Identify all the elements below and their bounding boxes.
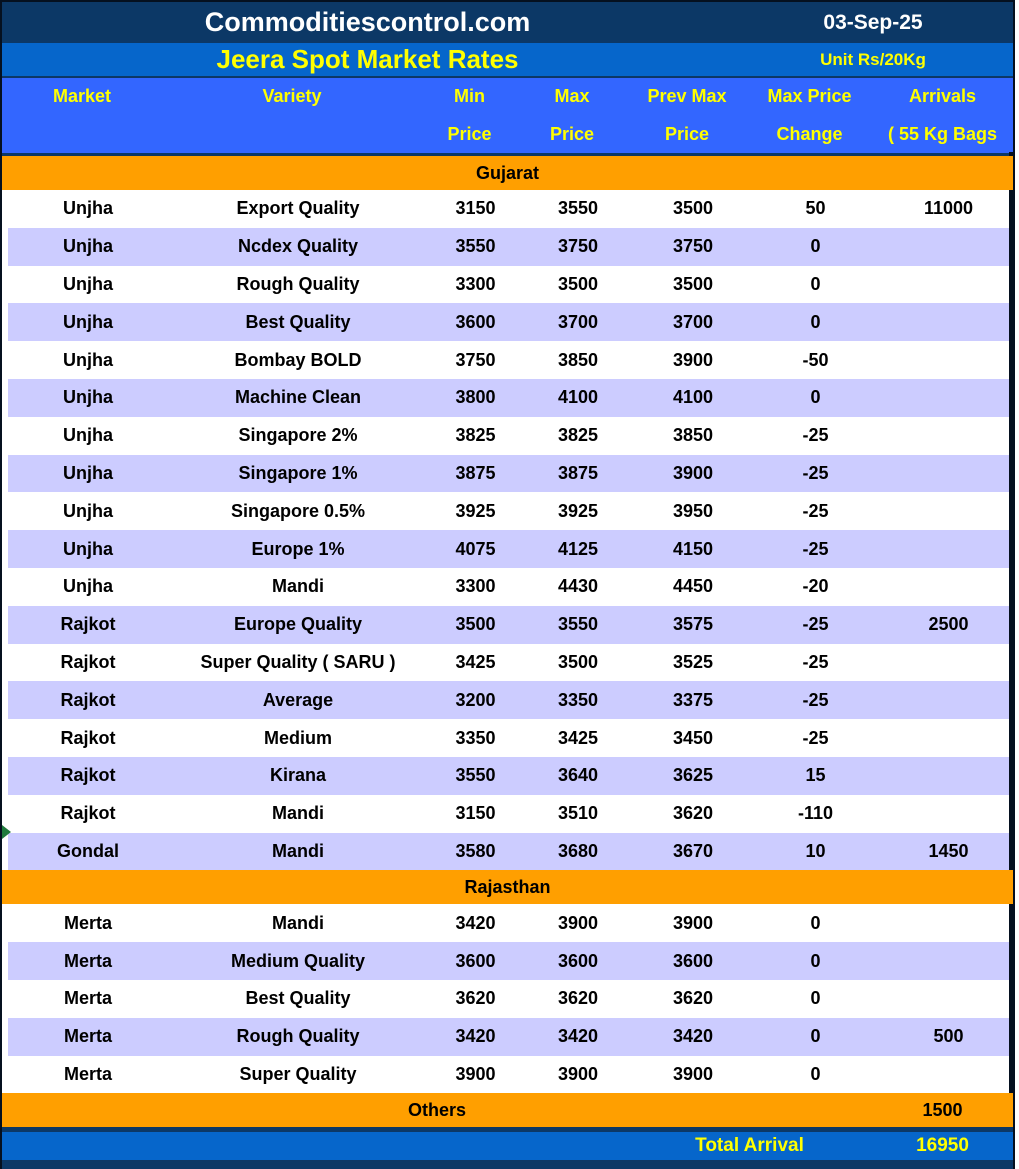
- cell-change: 0: [810, 1063, 821, 1084]
- cell-prev-max: 3575: [672, 614, 714, 635]
- table-row: [8, 266, 1013, 304]
- cell-min: 3875: [455, 462, 496, 483]
- cell-min: 3550: [455, 236, 496, 257]
- cell-max: 3420: [557, 1026, 599, 1047]
- cell-market: Unjha: [62, 500, 113, 521]
- section-header-gujarat: Gujarat: [2, 156, 1013, 190]
- table-row: [8, 379, 1013, 417]
- cell-variety: Europe 1%: [251, 538, 345, 559]
- table-row: [8, 228, 1013, 266]
- cell-market: Unjha: [62, 236, 113, 257]
- cell-variety: Machine Clean: [234, 387, 362, 408]
- column-header-max-price: [747, 78, 872, 153]
- table-row: [8, 190, 1013, 228]
- cell-change: 0: [810, 311, 821, 332]
- cell-market: Rajkot: [60, 651, 116, 672]
- cell-prev-max: 3950: [672, 500, 714, 521]
- total-arrival-label: Total Arrival: [695, 1135, 804, 1157]
- cell-min: 3825: [455, 425, 496, 446]
- cell-change: -25: [802, 538, 829, 559]
- column-header-prev-max: [627, 78, 747, 153]
- cell-prev-max: 3700: [672, 311, 714, 332]
- section-header-rajasthan: Rajasthan: [2, 870, 1013, 904]
- cell-change: -25: [802, 462, 829, 483]
- table-row: [8, 417, 1013, 455]
- cell-change: -25: [802, 500, 829, 521]
- table-row: [8, 681, 1013, 719]
- cell-max: 3875: [557, 462, 599, 483]
- cell-max: 3925: [557, 500, 599, 521]
- table-row: [8, 644, 1013, 682]
- cell-change: -25: [802, 425, 829, 446]
- table-row: [8, 942, 1013, 980]
- cell-prev-max: 3620: [672, 988, 714, 1009]
- cell-max: 3425: [557, 727, 599, 748]
- cell-min: 3350: [455, 727, 496, 748]
- cell-max: 4100: [557, 387, 599, 408]
- cell-min: 3150: [455, 198, 496, 219]
- cell-min: 3550: [455, 765, 496, 786]
- cell-max: 3350: [557, 689, 599, 710]
- cell-min: 3600: [455, 950, 496, 971]
- cell-market: Unjha: [62, 311, 113, 332]
- column-header-line: Market: [52, 86, 112, 106]
- cell-prev-max: 4450: [672, 576, 714, 597]
- cell-variety: Kirana: [269, 765, 327, 786]
- cell-market: Unjha: [62, 387, 113, 408]
- cell-variety: Ncdex Quality: [237, 236, 359, 257]
- cell-max: 3680: [557, 840, 599, 861]
- table-row: [8, 980, 1013, 1018]
- cell-variety: Singapore 0.5%: [230, 500, 366, 521]
- column-header-market: [2, 78, 162, 153]
- cell-prev-max: 3500: [672, 198, 714, 219]
- cell-market: Unjha: [62, 425, 113, 446]
- cell-market: Unjha: [62, 538, 113, 559]
- top-header-bar: [2, 2, 1013, 43]
- table-row: [8, 1018, 1013, 1056]
- cell-prev-max: 3670: [672, 840, 714, 861]
- cell-min: 4075: [455, 538, 496, 559]
- cell-change: -25: [802, 727, 829, 748]
- column-header-line: Price: [664, 123, 710, 144]
- cell-change: 0: [810, 273, 821, 294]
- cell-change: 50: [805, 198, 826, 219]
- cell-min: 3150: [455, 803, 496, 824]
- cell-max: 3550: [557, 614, 599, 635]
- cell-market: Merta: [63, 988, 112, 1009]
- cell-variety: Super Quality: [239, 1063, 357, 1084]
- cell-variety: Average: [262, 689, 334, 710]
- cell-prev-max: 4100: [672, 387, 714, 408]
- cell-change: 15: [805, 765, 826, 786]
- cell-min: 3750: [455, 349, 496, 370]
- cell-variety: Best Quality: [245, 988, 351, 1009]
- cell-min: 3800: [455, 387, 496, 408]
- green-corner-marker-icon: [2, 825, 11, 839]
- cell-prev-max: 3900: [672, 912, 714, 933]
- table-row: [8, 719, 1013, 757]
- report-title: Jeera Spot Market Rates: [216, 44, 519, 74]
- cell-max: 3850: [557, 349, 599, 370]
- cell-change: -50: [802, 349, 829, 370]
- cell-min: 3200: [455, 689, 496, 710]
- bottom-navy-strip: [2, 1160, 1013, 1169]
- column-header-line: Max Price: [767, 86, 852, 106]
- table-row: [8, 568, 1013, 606]
- cell-max: 3600: [557, 950, 599, 971]
- cell-max: 3700: [557, 311, 599, 332]
- cell-min: 3900: [455, 1063, 496, 1084]
- cell-prev-max: 3900: [672, 349, 714, 370]
- cell-max: 3825: [557, 425, 599, 446]
- cell-variety: Singapore 2%: [238, 425, 358, 446]
- table-row: [8, 904, 1013, 942]
- cell-arrivals: 2500: [928, 614, 969, 635]
- cell-variety: Best Quality: [245, 311, 351, 332]
- cell-market: Gondal: [57, 840, 119, 861]
- others-arrivals-value: 1500: [922, 1099, 963, 1120]
- table-row: [8, 530, 1013, 568]
- cell-variety: Europe Quality: [233, 614, 363, 635]
- cell-variety: Export Quality: [236, 198, 360, 219]
- cell-prev-max: 3375: [672, 689, 714, 710]
- cell-variety: Rough Quality: [236, 273, 360, 294]
- cell-max: 3640: [557, 765, 599, 786]
- cell-change: 0: [810, 387, 821, 408]
- site-title: Commoditiescontrol.com: [204, 7, 531, 37]
- cell-min: 3580: [455, 840, 496, 861]
- cell-prev-max: 3625: [672, 765, 714, 786]
- cell-max: 3900: [557, 912, 599, 933]
- cell-min: 3425: [455, 651, 496, 672]
- cell-change: 0: [810, 1026, 821, 1047]
- cell-min: 3925: [455, 500, 496, 521]
- table-row: [8, 341, 1013, 379]
- cell-change: 0: [810, 950, 821, 971]
- cell-change: -25: [802, 651, 829, 672]
- cell-change: -110: [797, 803, 834, 824]
- cell-min: 3620: [455, 988, 496, 1009]
- cell-variety: Medium Quality: [230, 950, 365, 971]
- table-row: [8, 455, 1013, 493]
- column-header-line: Price: [447, 123, 492, 144]
- column-header-line: Change: [776, 123, 843, 144]
- cell-prev-max: 3750: [672, 236, 714, 257]
- column-header-line: Price: [549, 123, 595, 144]
- column-header-line: Variety: [262, 86, 322, 106]
- cell-market: Rajkot: [60, 727, 116, 748]
- cell-min: 3420: [455, 912, 496, 933]
- table-row: [8, 757, 1013, 795]
- cell-max: 3500: [557, 651, 599, 672]
- cell-max: 3900: [557, 1063, 599, 1084]
- table-row: [8, 303, 1013, 341]
- unit-label: Unit Rs/20Kg: [820, 49, 926, 69]
- cell-market: Unjha: [62, 273, 113, 294]
- cell-max: 3750: [557, 236, 599, 257]
- cell-min: 3600: [455, 311, 496, 332]
- cell-variety: Mandi: [272, 912, 324, 933]
- cell-variety: Mandi: [272, 576, 324, 597]
- table-row: [8, 833, 1013, 871]
- cell-max: 3500: [557, 273, 599, 294]
- cell-min: 3300: [455, 273, 496, 294]
- cell-prev-max: 3850: [672, 425, 714, 446]
- cell-prev-max: 3420: [672, 1026, 714, 1047]
- cell-max: 3550: [557, 198, 599, 219]
- cell-variety: Singapore 1%: [238, 462, 358, 483]
- column-header-min: [422, 78, 517, 153]
- cell-change: 0: [810, 988, 821, 1009]
- report-date: 03-Sep-25: [823, 10, 923, 34]
- cell-market: Merta: [63, 1063, 112, 1084]
- cell-max: 3510: [557, 803, 599, 824]
- total-arrival-value: 16950: [916, 1135, 969, 1157]
- cell-prev-max: 3500: [672, 273, 714, 294]
- cell-prev-max: 3900: [672, 1063, 714, 1084]
- column-header-variety: [162, 78, 422, 153]
- cell-max: 3620: [557, 988, 599, 1009]
- cell-prev-max: 3900: [672, 462, 714, 483]
- cell-market: Rajkot: [60, 803, 116, 824]
- column-header-line: Prev Max: [647, 86, 727, 106]
- cell-change: -25: [802, 689, 829, 710]
- table-row: [8, 795, 1013, 833]
- cell-market: Unjha: [62, 462, 113, 483]
- cell-prev-max: 3525: [672, 651, 714, 672]
- table-row: [8, 492, 1013, 530]
- column-header-arrivals: [872, 78, 1013, 153]
- cell-variety: Super Quality ( SARU ): [200, 651, 396, 672]
- column-header-line: Min: [454, 86, 485, 106]
- column-header-max: [517, 78, 627, 153]
- cell-variety: Rough Quality: [236, 1026, 360, 1047]
- cell-arrivals: 500: [933, 1026, 964, 1047]
- cell-market: Unjha: [62, 349, 113, 370]
- cell-prev-max: 3620: [672, 803, 714, 824]
- cell-prev-max: 3450: [672, 727, 714, 748]
- total-arrival-bar: [2, 1132, 1013, 1160]
- cell-variety: Mandi: [272, 803, 324, 824]
- cell-market: Unjha: [62, 576, 113, 597]
- cell-change: 0: [810, 236, 821, 257]
- cell-arrivals: 1450: [928, 840, 969, 861]
- cell-max: 4430: [557, 576, 599, 597]
- table-row: [8, 1056, 1013, 1094]
- cell-change: -20: [802, 576, 829, 597]
- cell-min: 3500: [455, 614, 496, 635]
- cell-max: 4125: [557, 538, 599, 559]
- cell-min: 3300: [455, 576, 496, 597]
- cell-arrivals: 11000: [923, 198, 974, 219]
- cell-market: Rajkot: [60, 614, 116, 635]
- column-header-line: Arrivals: [908, 86, 977, 106]
- cell-change: 0: [810, 912, 821, 933]
- column-header-line: Max: [554, 86, 590, 106]
- column-header-line: ( 55 Kg Bags: [887, 123, 998, 144]
- cell-prev-max: 4150: [672, 538, 714, 559]
- cell-market: Rajkot: [60, 689, 116, 710]
- cell-change: -25: [802, 614, 829, 635]
- others-label: Others: [407, 1099, 467, 1120]
- cell-market: Merta: [63, 950, 112, 971]
- cell-min: 3420: [455, 1026, 496, 1047]
- cell-market: Rajkot: [60, 765, 116, 786]
- others-row: [2, 1093, 1013, 1127]
- table-header-row: [2, 78, 1013, 156]
- table-body: [2, 156, 1013, 1093]
- cell-change: 10: [805, 840, 826, 861]
- cell-variety: Bombay BOLD: [234, 349, 362, 370]
- cell-variety: Mandi: [272, 840, 324, 861]
- cell-market: Merta: [63, 1026, 112, 1047]
- report-title-bar: [2, 43, 1013, 78]
- cell-variety: Medium: [263, 727, 332, 748]
- cell-market: Unjha: [62, 198, 113, 219]
- table-row: [8, 606, 1013, 644]
- cell-market: Merta: [63, 912, 112, 933]
- cell-prev-max: 3600: [672, 950, 714, 971]
